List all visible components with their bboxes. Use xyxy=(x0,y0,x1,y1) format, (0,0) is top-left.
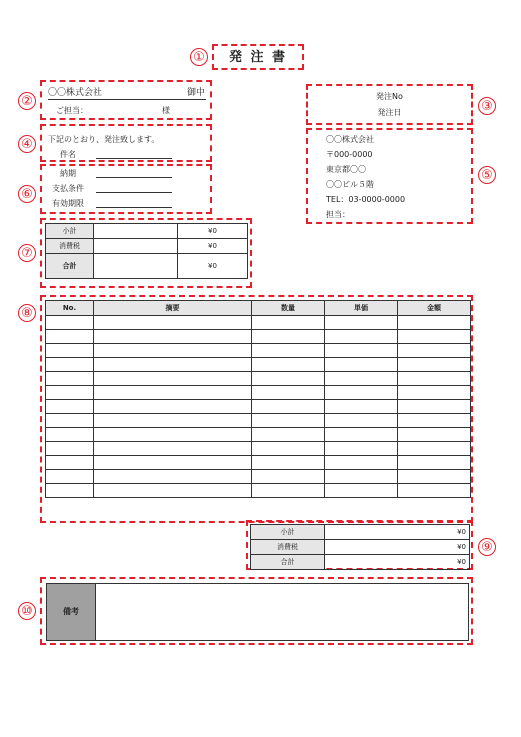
table-cell xyxy=(325,316,398,330)
term-label-payment: 支払条件 xyxy=(52,184,84,193)
issuer-postal: 〒000-0000 xyxy=(326,150,373,159)
table-row xyxy=(46,316,471,330)
issuer-company: 〇〇株式会社 xyxy=(326,135,374,144)
order-no-label: 発注No xyxy=(376,92,403,101)
issuer-building: 〇〇ビル５階 xyxy=(326,180,374,189)
table-cell xyxy=(325,372,398,386)
table-cell xyxy=(46,358,94,372)
intro-message: 下記のとおり、発注致します。 xyxy=(48,135,160,144)
table-cell xyxy=(46,316,94,330)
table-row xyxy=(46,428,471,442)
bottom-value: ¥0 xyxy=(325,555,470,570)
title-box xyxy=(212,44,304,70)
table-cell xyxy=(398,400,471,414)
table-cell xyxy=(398,456,471,470)
table-cell xyxy=(398,442,471,456)
recipient-company: 〇〇株式会社 xyxy=(48,88,103,98)
table-cell xyxy=(398,372,471,386)
subject-underline xyxy=(96,158,172,159)
items-body xyxy=(46,316,471,498)
items-box xyxy=(40,295,473,523)
table-cell xyxy=(46,344,94,358)
bottom-value: ¥0 xyxy=(325,540,470,555)
table-cell xyxy=(46,372,94,386)
table-row xyxy=(46,386,471,400)
table-row xyxy=(46,358,471,372)
table-cell xyxy=(94,442,252,456)
marker-6: ⑥ xyxy=(18,185,36,203)
table-cell xyxy=(252,428,325,442)
table-cell xyxy=(325,344,398,358)
contact-label: ご担当： xyxy=(56,106,88,115)
table-cell xyxy=(46,414,94,428)
table-cell xyxy=(325,456,398,470)
table-cell xyxy=(398,316,471,330)
table-cell xyxy=(94,386,252,400)
table-cell xyxy=(46,400,94,414)
remarks-box xyxy=(40,577,473,645)
marker-8: ⑧ xyxy=(18,304,36,322)
table-cell xyxy=(46,456,94,470)
bottom-row-tax xyxy=(251,540,470,555)
term-line-validity xyxy=(96,207,172,208)
marker-4: ④ xyxy=(18,135,36,153)
marker-1: ① xyxy=(190,48,208,66)
table-cell xyxy=(94,414,252,428)
table-cell xyxy=(94,456,252,470)
header-unit-price: 単価 xyxy=(325,301,398,316)
marker-2: ② xyxy=(18,92,36,110)
table-cell xyxy=(46,470,94,484)
table-cell xyxy=(325,330,398,344)
table-cell xyxy=(46,386,94,400)
summary-row-tax xyxy=(46,239,248,254)
table-row xyxy=(46,442,471,456)
summary-table xyxy=(45,223,248,279)
table-cell xyxy=(398,470,471,484)
subject-label: 件名 xyxy=(60,150,76,159)
table-cell xyxy=(94,428,252,442)
table-cell xyxy=(94,344,252,358)
table-cell xyxy=(398,358,471,372)
bottom-label: 小計 xyxy=(251,525,325,540)
table-cell xyxy=(398,484,471,498)
marker-10: ⑩ xyxy=(18,602,36,620)
summary-value: ¥0 xyxy=(178,224,248,239)
table-cell xyxy=(325,358,398,372)
term-line-delivery xyxy=(96,177,172,178)
summary-label: 小計 xyxy=(46,224,94,239)
table-cell xyxy=(325,484,398,498)
issuer-city: 東京都〇〇 xyxy=(326,165,366,174)
table-row xyxy=(46,330,471,344)
summary-box xyxy=(40,218,252,288)
contact-suffix: 様 xyxy=(162,106,170,115)
table-cell xyxy=(94,400,252,414)
table-cell xyxy=(94,358,252,372)
table-cell xyxy=(398,414,471,428)
table-row xyxy=(46,344,471,358)
table-cell xyxy=(325,414,398,428)
table-cell xyxy=(325,400,398,414)
table-cell xyxy=(325,386,398,400)
table-cell xyxy=(325,470,398,484)
header-amount: 金額 xyxy=(398,301,471,316)
bottom-totals-box xyxy=(246,520,473,570)
table-row xyxy=(46,484,471,498)
recipient-box xyxy=(40,80,212,120)
remarks-content xyxy=(95,584,468,640)
table-cell xyxy=(252,386,325,400)
recipient-honorific: 御中 xyxy=(187,88,206,98)
summary-value: ¥0 xyxy=(178,239,248,254)
table-cell xyxy=(252,442,325,456)
intro-box xyxy=(40,124,212,162)
table-cell xyxy=(46,428,94,442)
order-meta-box xyxy=(306,84,473,125)
summary-row-subtotal xyxy=(46,224,248,239)
table-cell xyxy=(325,442,398,456)
table-cell xyxy=(252,470,325,484)
table-cell xyxy=(94,316,252,330)
summary-label: 消費税 xyxy=(46,239,94,254)
term-label-delivery: 納期 xyxy=(60,169,76,178)
items-header-row xyxy=(46,301,471,316)
table-cell xyxy=(252,330,325,344)
recipient-underline xyxy=(48,99,206,100)
table-cell xyxy=(398,344,471,358)
table-cell xyxy=(252,316,325,330)
table-cell xyxy=(398,428,471,442)
table-cell xyxy=(46,484,94,498)
table-row xyxy=(46,400,471,414)
table-cell xyxy=(46,442,94,456)
table-cell xyxy=(46,330,94,344)
header-no: No. xyxy=(46,301,94,316)
bottom-totals-table xyxy=(250,524,470,570)
table-cell xyxy=(252,456,325,470)
remarks-label: 備考 xyxy=(47,584,95,640)
table-cell xyxy=(252,344,325,358)
bottom-row-total xyxy=(251,555,470,570)
marker-3: ③ xyxy=(478,97,496,115)
order-date-label: 発注日 xyxy=(377,108,402,117)
remarks-frame xyxy=(46,583,469,641)
summary-value: ¥0 xyxy=(178,254,248,279)
table-cell xyxy=(94,484,252,498)
term-line-payment xyxy=(96,192,172,193)
table-cell xyxy=(94,470,252,484)
summary-label: 合計 xyxy=(46,254,94,279)
header-quantity: 数量 xyxy=(252,301,325,316)
marker-9: ⑨ xyxy=(478,538,496,556)
table-cell xyxy=(252,372,325,386)
bottom-value: ¥0 xyxy=(325,525,470,540)
items-table xyxy=(45,300,471,498)
table-cell xyxy=(252,400,325,414)
marker-5: ⑤ xyxy=(478,166,496,184)
bottom-label: 消費税 xyxy=(251,540,325,555)
table-row xyxy=(46,372,471,386)
bottom-label: 合計 xyxy=(251,555,325,570)
table-cell xyxy=(252,484,325,498)
table-row xyxy=(46,414,471,428)
issuer-tel: TEL：03-0000-0000 xyxy=(326,195,406,204)
table-cell xyxy=(325,428,398,442)
table-cell xyxy=(94,330,252,344)
term-label-validity: 有効期限 xyxy=(52,199,84,208)
table-cell xyxy=(252,414,325,428)
table-cell xyxy=(94,372,252,386)
table-cell xyxy=(398,386,471,400)
terms-box xyxy=(40,164,212,214)
table-cell xyxy=(398,330,471,344)
page-title: 発 注 書 xyxy=(228,50,288,65)
summary-row-total xyxy=(46,254,248,279)
header-description: 摘要 xyxy=(94,301,252,316)
marker-7: ⑦ xyxy=(18,244,36,262)
table-cell xyxy=(252,358,325,372)
bottom-row-subtotal xyxy=(251,525,470,540)
table-row xyxy=(46,470,471,484)
issuer-contact: 担当： xyxy=(326,210,350,219)
table-row xyxy=(46,456,471,470)
issuer-box xyxy=(306,128,473,224)
